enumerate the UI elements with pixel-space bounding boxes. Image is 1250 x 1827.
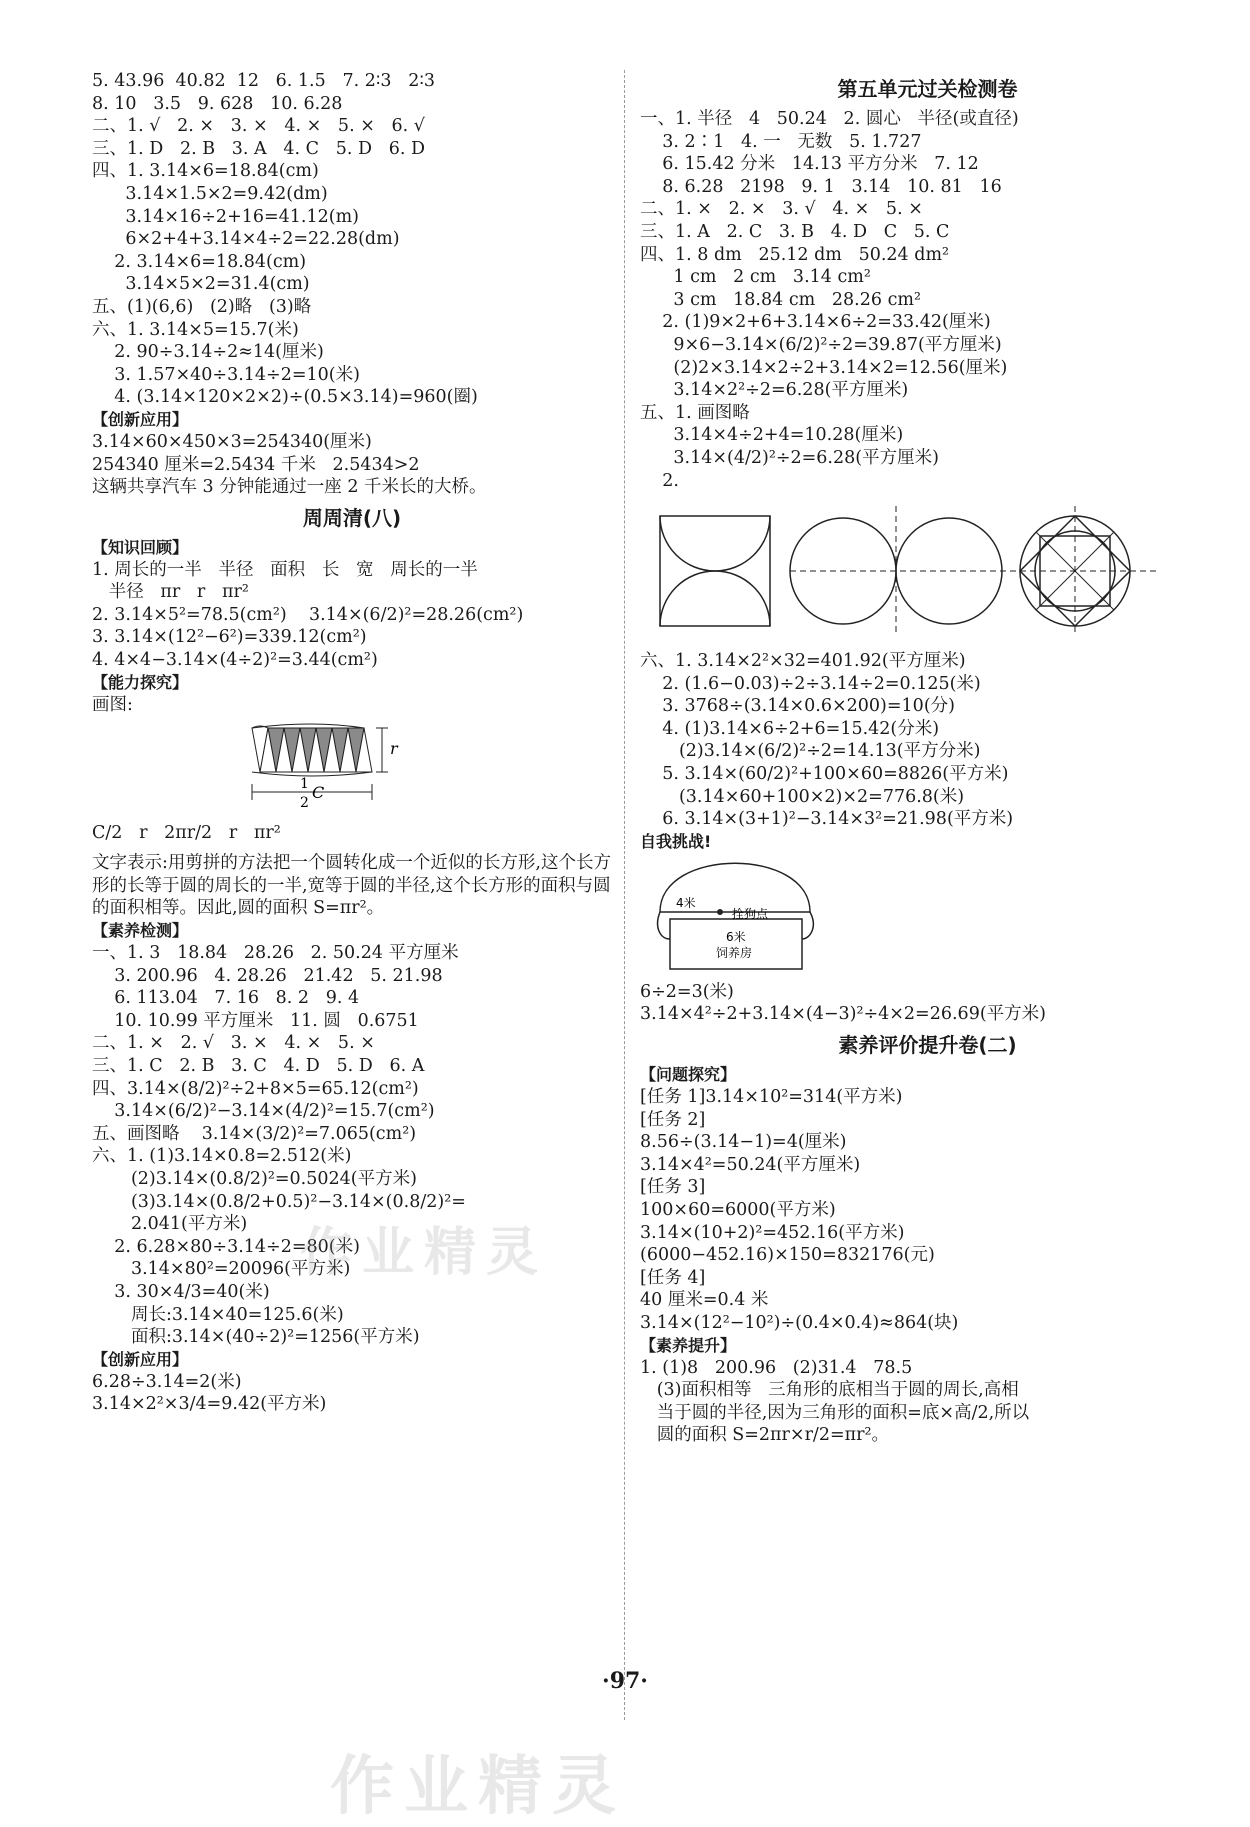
text-line: 五、(1)(6,6) (2)略 (3)略 (92, 296, 312, 317)
dog-pen-figure (640, 857, 1215, 977)
text-line: [任务 2] (640, 1109, 706, 1130)
text-line: 三、1. C 2. B 3. C 4. D 5. D 6. A (92, 1056, 425, 1076)
heading-literacy-check: 【素养检测】 (92, 921, 189, 941)
text-line: 2.041(平方米) (92, 1214, 248, 1235)
title-unit5-test: 第五单元过关检测卷 (837, 77, 1018, 101)
text-line: 3.14×1.5×2=9.42(dm) (92, 183, 328, 204)
right-column (640, 70, 1215, 1447)
label-dog-point: 拴狗点 (732, 906, 769, 921)
page-number: ·97· (602, 1668, 648, 1694)
text-line: 3.14×2²×3/4=9.42(平方米) (92, 1394, 327, 1415)
literacy-check-block (92, 942, 612, 1349)
text-line: 6. 113.04 7. 16 8. 2 9. 4 (92, 988, 360, 1009)
text-line: 3.14×(6/2)²−3.14×(4/2)²=15.7(cm²) (92, 1101, 435, 1122)
text-line: (3.14×60+100×2)×2=776.8(米) (640, 786, 965, 807)
text-line: 1 cm 2 cm 3.14 cm² (640, 267, 871, 288)
innovation-block (92, 431, 612, 499)
text-line: 3.14×5×2=31.4(cm) (92, 274, 310, 295)
text-line: 9×6−3.14×(6/2)²÷2=39.87(平方厘米) (640, 334, 1002, 355)
text-line: [任务 3] (640, 1177, 706, 1198)
text-line: 3. 3.14×(12²−6²)=339.12(cm²) (92, 627, 367, 648)
text-line: 半径 πr r πr² (92, 582, 249, 603)
text-line: 三、1. A 2. C 3. B 4. D C 5. C (640, 221, 950, 242)
text-line: 254340 厘米=2.5434 千米 2.5434>2 (92, 454, 420, 475)
text-line: 3. 3768÷(3.14×0.6×200)=10(分) (640, 696, 955, 717)
text-line: 二、1. √ 2. × 3. × 4. × 5. × 6. √ (92, 116, 425, 137)
text-line: 6. 15.42 分米 14.13 平方分米 7. 12 (640, 154, 979, 175)
explanation-paragraph: 文字表示:用剪拼的方法把一个圆转化成一个近似的长方形,这个长方形的长等于圆的周长的一半,宽等于圆的半径,这个长方形的面积与圆的面积相等。因此,圆的面积 S=πr²。 (92, 853, 611, 919)
text-line: 周长:3.14×40=125.6(米) (92, 1304, 344, 1325)
text-line: 3. 2∶1 4. 一 无数 5. 1.727 (640, 131, 922, 152)
text-line: 10. 10.99 平方厘米 11. 圆 0.6751 (92, 1010, 419, 1031)
text-line: 1. 周长的一半 半径 面积 长 宽 周长的一半 (92, 559, 478, 580)
text-line: 四、1. 8 dm 25.12 dm 50.24 dm² (640, 244, 950, 265)
text-line: 3.14×4²÷2+3.14×(4−3)²÷4×2=26.69(平方米) (640, 1004, 1046, 1025)
text-line: 8. 6.28 2198 9. 1 3.14 10. 81 16 (640, 176, 1002, 197)
text-line: 六、1. 3.14×2²×32=401.92(平方厘米) (640, 651, 966, 672)
text-line: (6000−452.16)×150=832176(元) (640, 1245, 935, 1266)
answers-block (92, 70, 612, 409)
text-line: 一、1. 半径 4 50.24 2. 圆心 半径(或直径) (640, 109, 1019, 129)
text-line: (3)面积相等 三角形的底相当于圆的周长,高相 (640, 1380, 1019, 1401)
text-line: 2. (1.6−0.03)÷2÷3.14÷2=0.125(米) (640, 673, 981, 694)
text-line: 6×2+4+3.14×4÷2=22.28(dm) (92, 229, 400, 250)
text-line: 四、1. 3.14×6=18.84(cm) (92, 161, 319, 182)
tasks-block (640, 1086, 1215, 1335)
text-line: (2)3.14×(6/2)²÷2=14.13(平方分米) (640, 741, 981, 762)
text-line: 二、1. × 2. √ 3. × 4. × 5. × (92, 1033, 375, 1054)
text-line: (2)3.14×(0.8/2)²=0.5024(平方米) (92, 1168, 417, 1189)
text-line: 当于圆的半径,因为三角形的面积=底×高/2,所以 (640, 1402, 1030, 1423)
text-line: 6.28÷3.14=2(米) (92, 1371, 242, 1392)
knowledge-block (92, 559, 612, 672)
text-line: 1. (1)8 200.96 (2)31.4 78.5 (640, 1357, 913, 1378)
text-line: [任务 4] (640, 1267, 706, 1288)
text-line: 100×60=6000(平方米) (640, 1200, 836, 1220)
title-literacy-eval-2: 素养评价提升卷(二) (838, 1033, 1017, 1058)
text-line: 3.14×4²=50.24(平方厘米) (640, 1154, 861, 1175)
draw-label: 画图: (92, 694, 133, 715)
circle-rearrange-figure (92, 720, 612, 810)
text-line: 3.14×4÷2+4=10.28(厘米) (640, 425, 904, 446)
sector-strip (252, 724, 372, 776)
text-line: 五、画图略 3.14×(3/2)²=7.065(cm²) (92, 1123, 417, 1144)
title-weekly-quiz-8: 周周清(八) (302, 505, 402, 530)
heading-innovation-2: 【创新应用】 (92, 1349, 189, 1369)
text-line: 3.14×(12²−10²)÷(0.4×0.4)≈864(块) (640, 1312, 959, 1333)
text-line: 2. 90÷3.14÷2≈14(厘米) (92, 342, 324, 363)
text-line: (3)3.14×(0.8/2+0.5)²−3.14×(0.8/2)²= (92, 1191, 466, 1212)
text-line: 2. (640, 470, 679, 491)
radius-label: r (390, 739, 398, 759)
circumference-label: C (312, 783, 325, 803)
text-line: 4. 4×4−3.14×(4÷2)²=3.44(cm²) (92, 650, 378, 671)
label-4m: 4米 (676, 895, 696, 910)
text-line: 6÷2=3(米) (640, 981, 734, 1002)
half-denominator: 2 (300, 795, 309, 811)
kennel-rect (670, 919, 802, 969)
watermark-1: 作业精灵 (300, 1223, 549, 1283)
heading-problem-explore: 【问题探究】 (640, 1065, 737, 1085)
text-line: 2. 3.14×6=18.84(cm) (92, 251, 307, 272)
text-line: 三、1. D 2. B 3. A 4. C 5. D 6. D (92, 138, 425, 159)
text-line: 2. (1)9×2+6+3.14×6÷2=33.42(厘米) (640, 312, 991, 333)
text-line: 六、1. 3.14×5=15.7(米) (92, 319, 299, 340)
text-line: 2. 3.14×5²=78.5(cm²) 3.14×(6/2)²=28.26(cm²) (92, 604, 524, 625)
self-challenge-block (640, 981, 1215, 1026)
text-line: 5. 43.96 40.82 12 6. 1.5 7. 2∶3 2∶3 (92, 71, 436, 91)
text-line: 6. 3.14×(3+1)²−3.14×3²=21.98(平方米) (640, 809, 1014, 830)
text-line: 3 cm 18.84 cm 28.26 cm² (640, 289, 921, 310)
text-line: 2. 6.28×80÷3.14÷2=80(米) (92, 1236, 360, 1257)
text-line: 一、1. 3 18.84 28.26 2. 50.24 平方厘米 (92, 943, 459, 964)
text-line: 六、1. (1)3.14×0.8=2.512(米) (92, 1146, 352, 1167)
watermark-2: 作业精灵 (330, 1750, 626, 1824)
heading-literacy-improve: 【素养提升】 (640, 1335, 737, 1355)
text-line: 3.14×80²=20096(平方米) (92, 1259, 351, 1280)
text-line: 3. 1.57×40÷3.14÷2=10(米) (92, 364, 360, 385)
text-line: 四、3.14×(8/2)²÷2+8×5=65.12(cm²) (92, 1078, 419, 1099)
heading-ability-explore: 【能力探究】 (92, 672, 189, 692)
half-numerator: 1 (300, 776, 309, 793)
text-line: 8.56÷(3.14−1)=4(厘米) (640, 1132, 847, 1153)
text-line: 3.14×(4/2)²÷2=6.28(平方厘米) (640, 447, 939, 468)
text-line: 3.14×(10+2)²=452.16(平方米) (640, 1222, 905, 1243)
text-line: 4. (3.14×120×2×2)÷(0.5×3.14)=960(圈) (92, 387, 478, 408)
text-line: 5. 3.14×(60/2)²+100×60=8826(平方米) (640, 764, 1009, 785)
text-line: 8. 10 3.5 9. 628 10. 6.28 (92, 93, 343, 114)
text-line: 40 厘米=0.4 米 (640, 1290, 769, 1311)
column-divider (624, 70, 625, 1720)
heading-knowledge-review: 【知识回顾】 (92, 537, 189, 557)
text-line: 4. (1)3.14×6÷2+6=15.42(分米) (640, 718, 940, 739)
text-line: 五、1. 画图略 (640, 402, 750, 423)
heading-innovation-1: 【创新应用】 (92, 409, 189, 429)
text-line: 这辆共享汽车 3 分钟能通过一座 2 千米长的大桥。 (92, 477, 487, 498)
unit5-problems-block (640, 650, 1215, 831)
text-line: 3. 30×4/3=40(米) (92, 1281, 270, 1302)
geometry-figures (640, 496, 1215, 646)
text-line: 3.14×60×450×3=254340(厘米) (92, 431, 372, 452)
label-kennel: 饲养房 (716, 945, 753, 960)
text-line: [任务 1]3.14×10²=314(平方米) (640, 1087, 903, 1108)
label-6m: 6米 (726, 929, 746, 944)
text-line: 二、1. × 2. × 3. √ 4. × 5. × (640, 199, 923, 220)
text-line: 面积:3.14×(40÷2)²=1256(平方米) (92, 1327, 420, 1348)
text-line: 3.14×2²÷2=6.28(平方厘米) (640, 380, 909, 401)
text-line: 圆的面积 S=2πr×r/2=πr²。 (640, 1425, 890, 1446)
innovation-block-2 (92, 1371, 612, 1416)
text-line: 3. 200.96 4. 28.26 21.42 5. 21.98 (92, 965, 443, 986)
unit5-answers-block (640, 108, 1215, 492)
heading-self-challenge: 自我挑战! (640, 831, 712, 851)
formula-row: C/2 r 2πr/2 r πr² (92, 823, 281, 844)
text-line: 3.14×16÷2+16=41.12(m) (92, 206, 360, 227)
literacy-improve-block (640, 1357, 1215, 1447)
text-line: (2)2×3.14×2÷2+3.14×2=12.56(厘米) (640, 357, 1008, 378)
